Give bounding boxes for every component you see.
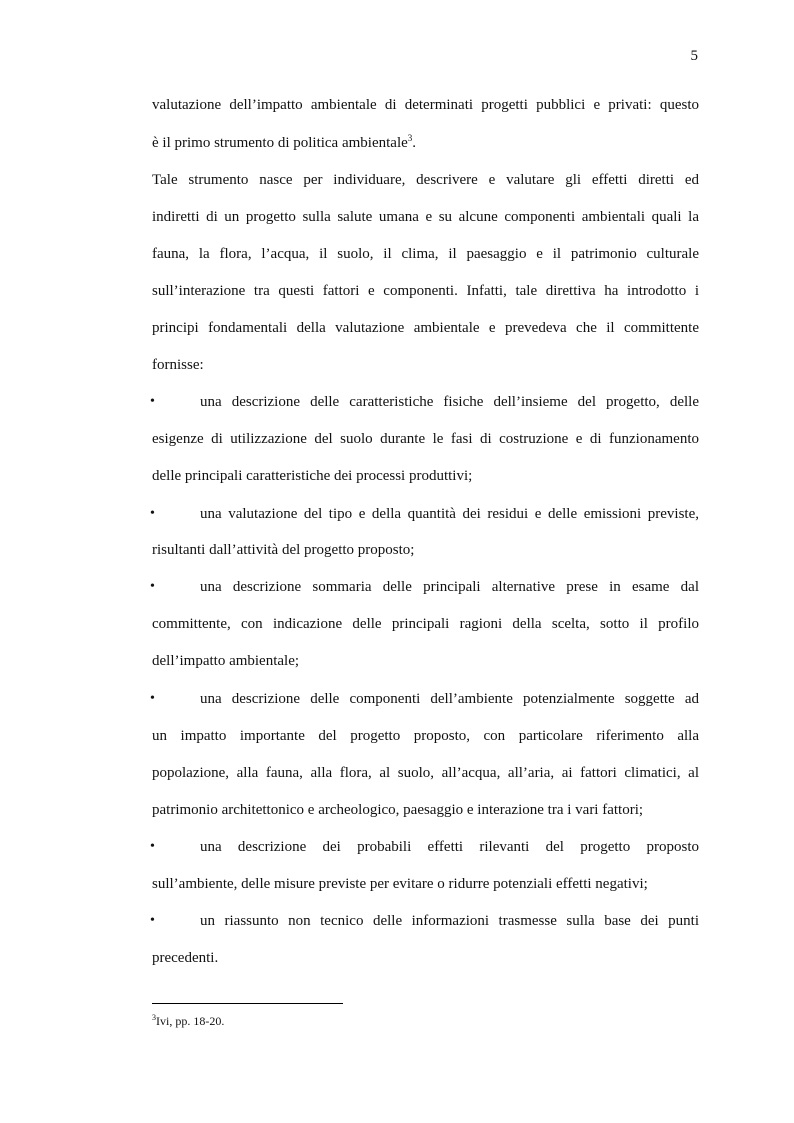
footnote xyxy=(152,1013,224,1029)
footnote-divider xyxy=(152,1003,343,1004)
list-item-text: dell’impatto ambientale; xyxy=(152,653,300,669)
body-text-line xyxy=(152,134,699,152)
list-item-text: una descrizione delle caratteristiche fisiche dell’insieme del progetto, delle xyxy=(200,394,699,410)
body-text-line: valutazione dell’impatto ambientale di determinati progetti pubblici e privati: questo xyxy=(152,97,699,113)
list-item-text: patrimonio architettonico e archeologico, paesaggio e interazione tra i vari fattori; xyxy=(152,802,644,818)
list-item-text: committente, con indicazione delle principali ragioni della scelta, sotto il profilo xyxy=(152,616,699,632)
footnote-reference: 3 xyxy=(407,133,413,143)
list-item-text: un impatto importante del progetto proposto, con particolare riferimento alla xyxy=(152,728,699,744)
bullet-icon: • xyxy=(150,579,155,594)
list-item-text: delle principali caratteristiche dei processi produttivi; xyxy=(152,468,473,484)
list-item-text: una descrizione dei probabili effetti rilevanti del progetto proposto xyxy=(200,839,699,855)
bullet-icon: • xyxy=(150,506,155,521)
list-item-text: risultanti dall’attività del progetto proposto; xyxy=(152,542,415,558)
list-item-text: precedenti. xyxy=(152,950,219,966)
body-text-line: fauna, la flora, l’acqua, il suolo, il clima, il paesaggio e il patrimonio culturale xyxy=(152,246,699,262)
bullet-icon: • xyxy=(150,913,155,928)
list-item-text: sull’ambiente, delle misure previste per evitare o ridurre potenziali effetti negativi; xyxy=(152,876,648,892)
body-text-line: principi fondamentali della valutazione ambientale e prevedeva che il committente xyxy=(152,320,699,336)
body-text-line: indiretti di un progetto sulla salute umana e su alcune componenti ambientali quali la xyxy=(152,209,699,225)
body-text: è il primo strumento di politica ambientale xyxy=(152,135,408,151)
body-text-line: Tale strumento nasce per individuare, descrivere e valutare gli effetti diretti ed xyxy=(152,172,699,188)
footnote-text: Ivi, pp. 18-20. xyxy=(156,1014,225,1028)
list-item-text: popolazione, alla fauna, alla flora, al suolo, all’acqua, all’aria, ai fattori climatici, al xyxy=(152,765,699,781)
body-text-line: sull’interazione tra questi fattori e componenti. Infatti, tale direttiva ha introdotto i xyxy=(152,283,699,299)
list-item-text: una valutazione del tipo e della quantità dei residui e delle emissioni previste, xyxy=(200,506,699,522)
bullet-icon: • xyxy=(150,691,155,706)
list-item-text: una descrizione sommaria delle principali alternative prese in esame dal xyxy=(200,579,699,595)
body-text-line: fornisse: xyxy=(152,357,204,373)
bullet-icon: • xyxy=(150,394,155,409)
body-text: . xyxy=(412,135,417,151)
list-item-text: un riassunto non tecnico delle informazioni trasmesse sulla base dei punti xyxy=(200,913,699,929)
list-item-text: una descrizione delle componenti dell’ambiente potenzialmente soggette ad xyxy=(200,691,699,707)
footnote-marker: 3 xyxy=(152,1013,156,1022)
bullet-icon: • xyxy=(150,839,155,854)
page-number: 5 xyxy=(690,48,698,64)
list-item-text: esigenze di utilizzazione del suolo durante le fasi di costruzione e di funzionamento xyxy=(152,431,699,447)
